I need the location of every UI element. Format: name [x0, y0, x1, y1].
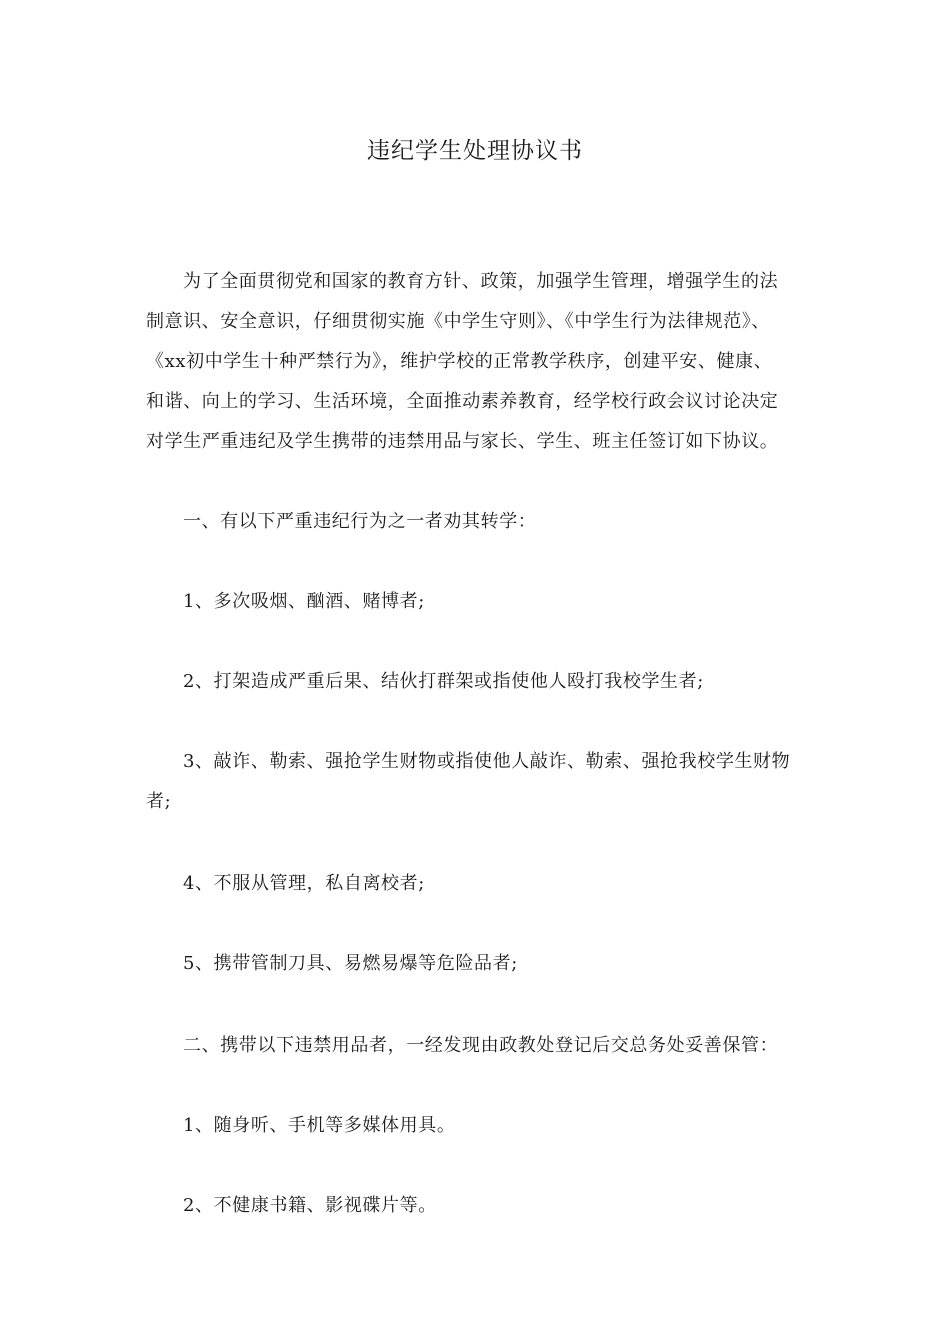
section2-item-2	[146, 1186, 808, 1226]
list-item: 1、多次吸烟、酗酒、赌博者;	[183, 591, 425, 612]
list-item: 4、不服从管理，私自离校者;	[183, 873, 425, 894]
intro-line: 为了全面贯彻党和国家的教育方针、政策，加强学生管理，增强学生的法	[183, 271, 779, 292]
list-item: 2、打架造成严重后果、结伙打群架或指使他人殴打我校学生者;	[183, 671, 704, 692]
section2-item-1	[146, 1106, 808, 1146]
list-item: 5、携带管制刀具、易燃易爆等危险品者;	[183, 953, 518, 974]
section1-heading	[146, 502, 808, 542]
intro-line: 和谐、向上的学习、生活环境，全面推动素养教育，经学校行政会议讨论决定	[146, 391, 779, 412]
section2-heading	[146, 1026, 808, 1066]
intro-paragraph	[146, 262, 806, 462]
list-item: 3、敲诈、勒索、强抢学生财物或指使他人敲诈、勒索、强抢我校学生财物	[183, 751, 791, 772]
intro-line: 对学生严重违纪及学生携带的违禁用品与家长、学生、班主任签订如下协议。	[146, 431, 779, 452]
section1-item-2	[146, 662, 808, 702]
list-item: 2、不健康书籍、影视碟片等。	[183, 1195, 437, 1216]
section2-heading-text: 二、携带以下违禁用品者，一经发现由政教处登记后交总务处妥善保管：	[183, 1035, 779, 1056]
list-item-continuation: 者;	[146, 791, 172, 812]
section1-item-4	[146, 864, 808, 904]
section1-item-3	[146, 742, 808, 822]
intro-line: 《xx初中学生十种严禁行为》，维护学校的正常教学秩序，创建平安、健康、	[146, 351, 773, 372]
document-title: 违纪学生处理协议书	[367, 138, 583, 164]
list-item: 1、随身听、手机等多媒体用具。	[183, 1115, 456, 1136]
section1-item-5	[146, 944, 808, 984]
section1-item-1	[146, 582, 808, 622]
intro-line: 制意识、安全意识，仔细贯彻实施《中学生守则》、《中学生行为法律规范》、	[146, 311, 770, 332]
section1-heading-text: 一、有以下严重违纪行为之一者劝其转学：	[183, 511, 537, 532]
